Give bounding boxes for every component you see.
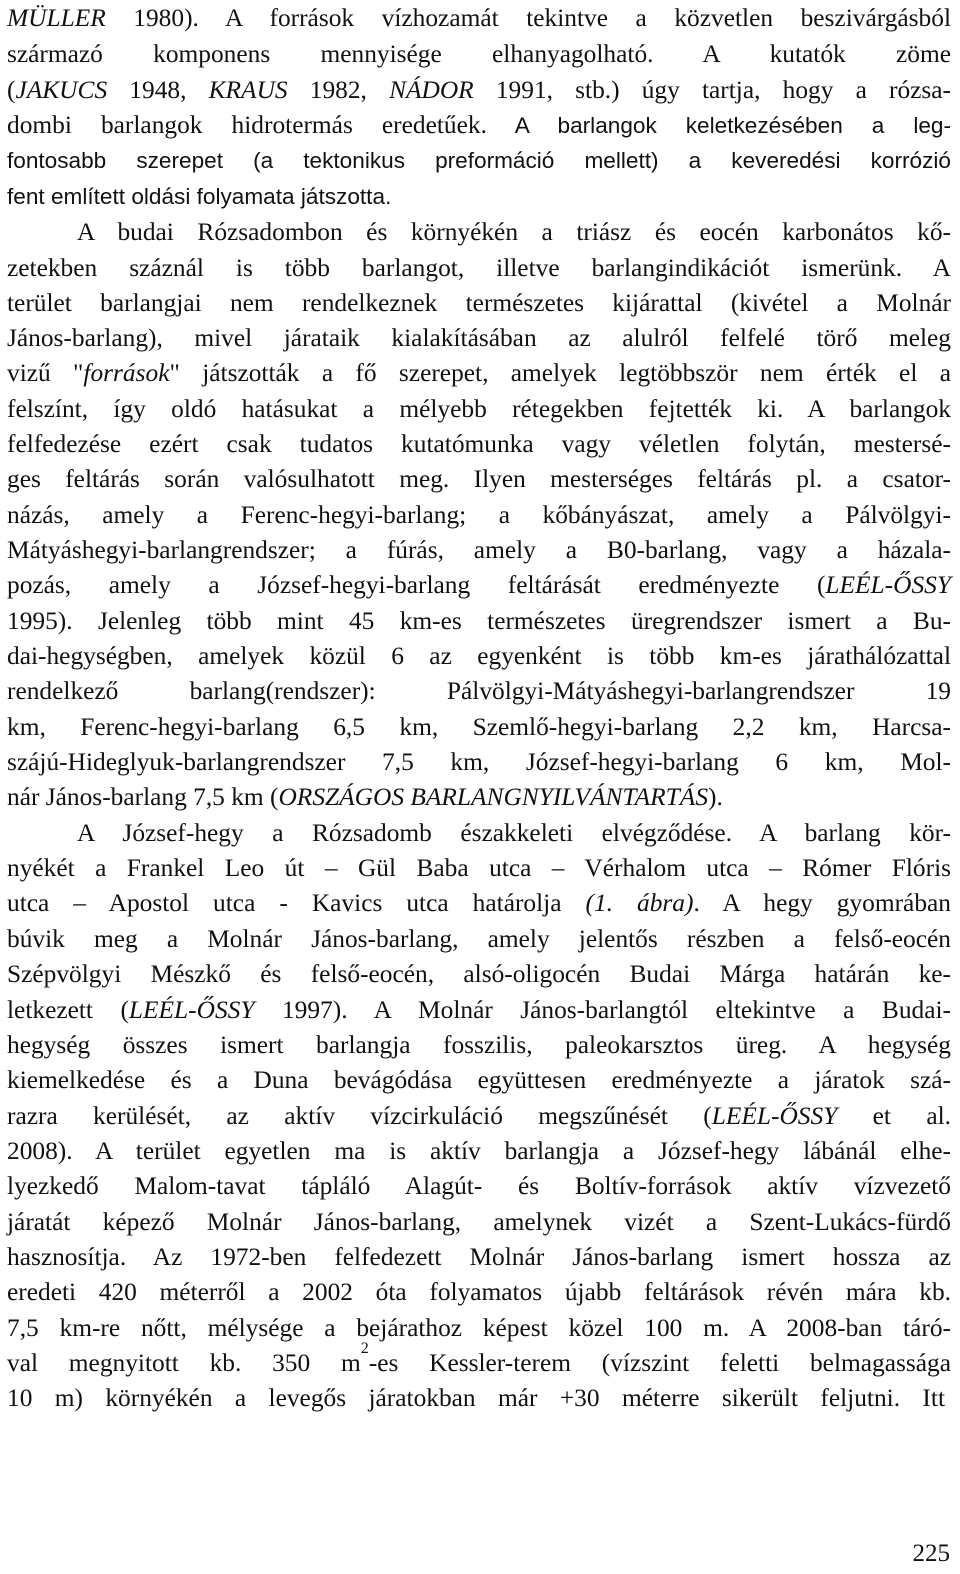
text-line-24: A József-hegy a Rózsadomb északkeleti elvégződése. A barlang kör- (77, 819, 951, 847)
text-line-9: terület barlangjai nem rendelkeznek természetes kijárattal (kivétel a Molnár (7, 289, 951, 317)
author-citation: LEÉL-ŐSSY (128, 996, 255, 1024)
author-citation: NÁDOR (389, 76, 474, 104)
italic-term: források (83, 359, 170, 387)
author-citation: JAKUCS (15, 76, 108, 104)
text-line-5: fontosabb szerepet (a tektonikus preformáció mellett) a keveredési korrózió (7, 148, 951, 173)
text-line-6: fent említett oldási folyamata játszotta. (7, 184, 392, 209)
text-line-11: vizű "források" játszották a fő szerepet, amelyek legtöbbször nem érték el a (7, 359, 951, 387)
text-line-23: nár János-barlang 7,5 km (ORSZÁGOS BARLANGNYILVÁNTARTÁS). (7, 783, 723, 811)
superscript: 2 (360, 1339, 369, 1357)
text-line-32: razra kerülését, az aktív vízcirkuláció megszűnését (LEÉL-ŐSSY et al. (7, 1102, 951, 1130)
text-line-39: val megnyitott kb. 350 $m^2-es$ Kessler-terem (vízszint feletti belmagassága (7, 1339, 951, 1377)
author-citation: LEÉL-ŐSSY (825, 571, 951, 599)
author-citation: LEÉL-ŐSSY (711, 1102, 838, 1130)
text-line-40: 10 m) környékén a levegős járatokban már +30 méterre sikerült feljutni. Itt (7, 1384, 945, 1412)
text-line-18: 1995). Jelenleg több mint 45 km-es természetes üregrendszer ismert a Bu- (7, 607, 951, 635)
text-line-14: ges feltárás során valósulhatott meg. Ilyen mesterséges feltárás pl. a csator- (7, 465, 951, 493)
text-line-35: járatát képező Molnár János-barlang, amelynek vizét a Szent-Lukács-fürdő (7, 1208, 951, 1236)
text-line-4: dombi barlangok hidrotermás eredetűek. A barlangok keletkezésében a leg- (7, 111, 951, 139)
figure-reference: (1. ábra) (585, 889, 694, 917)
text-line-8: zetekben száznál is több barlangot, illetve barlangindikációt ismerünk. A (7, 254, 951, 282)
text-line-1: MÜLLER 1980). A források vízhozamát tekintve a közvetlen beszivárgásból (7, 4, 951, 32)
text-line-10: János-barlang), mivel járataik kialakításában az alulról felfelé törő meleg (7, 324, 951, 352)
text-line-31: kiemelkedése és a Duna bevágódása együttesen eredményezte a járatok szá- (7, 1066, 951, 1094)
text-line-2: származó komponens mennyisége elhanyagolható. A kutatók zöme (7, 40, 951, 68)
text-line-13: felfedezése ezért csak tudatos kutatómunka vagy véletlen folytán, mestersé- (7, 430, 951, 458)
text-line-22: szájú-Hideglyuk-barlangrendszer 7,5 km, József-hegyi-barlang 6 km, Mol- (7, 748, 951, 776)
page-number: 225 (912, 1540, 950, 1567)
sans-text-run: A barlangok keletkezésében a leg- (486, 113, 951, 138)
text-line-26: utca – Apostol utca - Kavics utca határolja (1. ábra). A hegy gyomrában (7, 889, 951, 917)
text-line-16: Mátyáshegyi-barlangrendszer; a fúrás, amely a B0-barlang, vagy a házala- (7, 536, 951, 564)
text-line-25: nyékét a Frankel Leo út – Gül Baba utca – Vérhalom utca – Rómer Flóris (7, 854, 951, 882)
author-citation: KRAUS (208, 76, 288, 104)
text-line-21: km, Ferenc-hegyi-barlang 6,5 km, Szemlő-hegyi-barlang 2,2 km, Harcsa- (7, 713, 951, 741)
text-line-30: hegység összes ismert barlangja fosszilis, paleokarsztos üreg. A hegység (7, 1031, 951, 1059)
text-line-33: 2008). A terület egyetlen ma is aktív barlangja a József-hegy lábánál elhe- (7, 1137, 951, 1165)
text-line-12: felszínt, így oldó hatásukat a mélyebb rétegekben fejtették ki. A barlangok (7, 395, 951, 423)
text-line-15: názás, amely a Ferenc-hegyi-barlang; a kőbányászat, amely a Pálvölgyi- (7, 501, 951, 529)
text-line-38: 7,5 km-re nőtt, mélysége a bejárathoz képest közel 100 m. A 2008-ban táró- (7, 1314, 951, 1342)
text-line-17: pozás, amely a József-hegyi-barlang feltárását eredményezte (LEÉL-ŐSSY (7, 571, 951, 599)
text-line-3: (JAKUCS 1948, KRAUS 1982, NÁDOR 1991, stb.) úgy tartja, hogy a rózsa- (7, 76, 952, 104)
text-line-36: hasznosítja. Az 1972-ben felfedezett Molnár János-barlang ismert hossza az (7, 1243, 951, 1271)
text-line-29: letkezett (LEÉL-ŐSSY 1997). A Molnár János-barlangtól eltekintve a Budai- (7, 996, 951, 1024)
source-citation: ORSZÁGOS BARLANGNYILVÁNTARTÁS (278, 783, 709, 811)
text-line-7: A budai Rózsadombon és környékén a triász és eocén karbonátos kő- (77, 218, 951, 246)
text-line-19: dai-hegységben, amelyek közül 6 az egyenként is több km-es járathálózattal (7, 642, 951, 670)
text-line-34: lyezkedő Malom-tavat tápláló Alagút- és Boltív-források aktív vízvezető (7, 1172, 951, 1200)
text-line-20: rendelkező barlang(rendszer): Pálvölgyi-Mátyáshegyi-barlangrendszer 19 (7, 677, 951, 705)
text-line-37: eredeti 420 méterről a 2002 óta folyamatos újabb feltárások révén mára kb. (7, 1278, 951, 1306)
author-citation: MÜLLER (7, 4, 106, 32)
text-line-28: Szépvölgyi Mészkő és felső-eocén, alsó-oligocén Budai Márga határán ke- (7, 960, 951, 988)
text-line-27: búvik meg a Molnár János-barlang, amely jelentős részben a felső-eocén (7, 925, 951, 953)
